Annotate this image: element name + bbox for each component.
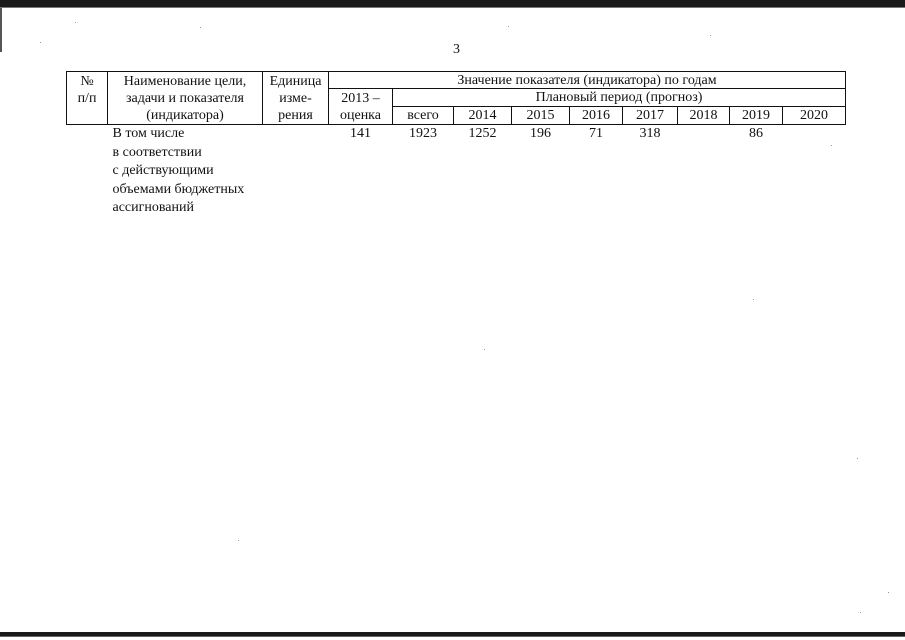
header-total: всего xyxy=(393,107,454,125)
cell-2020 xyxy=(783,125,846,218)
header-year-2020: 2020 xyxy=(783,107,846,125)
cell-2016: 71 xyxy=(589,126,603,141)
indicators-table xyxy=(66,71,846,218)
header-base-year: 2013 – оценка xyxy=(329,89,393,125)
table-row xyxy=(67,125,846,218)
header-name: Наименование цели, задачи и показателя (индикатора) xyxy=(108,72,263,125)
header-unit: Единица изме- рения xyxy=(263,72,329,125)
header-year-2018: 2018 xyxy=(678,107,730,125)
cell-2017: 318 xyxy=(639,126,661,141)
scan-left-edge xyxy=(0,8,2,52)
scan-top-edge-line xyxy=(0,7,905,8)
cell-2014: 1252 xyxy=(468,126,497,141)
cell-2015: 196 xyxy=(530,126,551,141)
header-year-2016: 2016 xyxy=(570,107,623,125)
scan-bottom-edge-line xyxy=(0,636,905,637)
page-number: 3 xyxy=(453,42,460,57)
header-year-2017: 2017 xyxy=(623,107,678,125)
header-year-2015: 2015 xyxy=(512,107,570,125)
cell-indicator-name: В том числе в соответствии с действующими объемами бюджетных ассигнований xyxy=(112,126,245,215)
cell-unit xyxy=(263,125,329,218)
scan-top-edge xyxy=(0,0,905,7)
cell-number xyxy=(67,125,108,218)
header-number: № п/п xyxy=(67,72,108,125)
header-year-2014: 2014 xyxy=(454,107,512,125)
cell-total: 1923 xyxy=(409,126,437,141)
header-planning-period: Плановый период (прогноз) xyxy=(393,89,846,107)
cell-2019: 86 xyxy=(749,126,763,141)
cell-base-year: 141 xyxy=(350,126,371,141)
header-year-2019: 2019 xyxy=(730,107,783,125)
cell-2018 xyxy=(678,125,730,218)
header-values-group: Значение показателя (индикатора) по годам xyxy=(329,72,846,89)
